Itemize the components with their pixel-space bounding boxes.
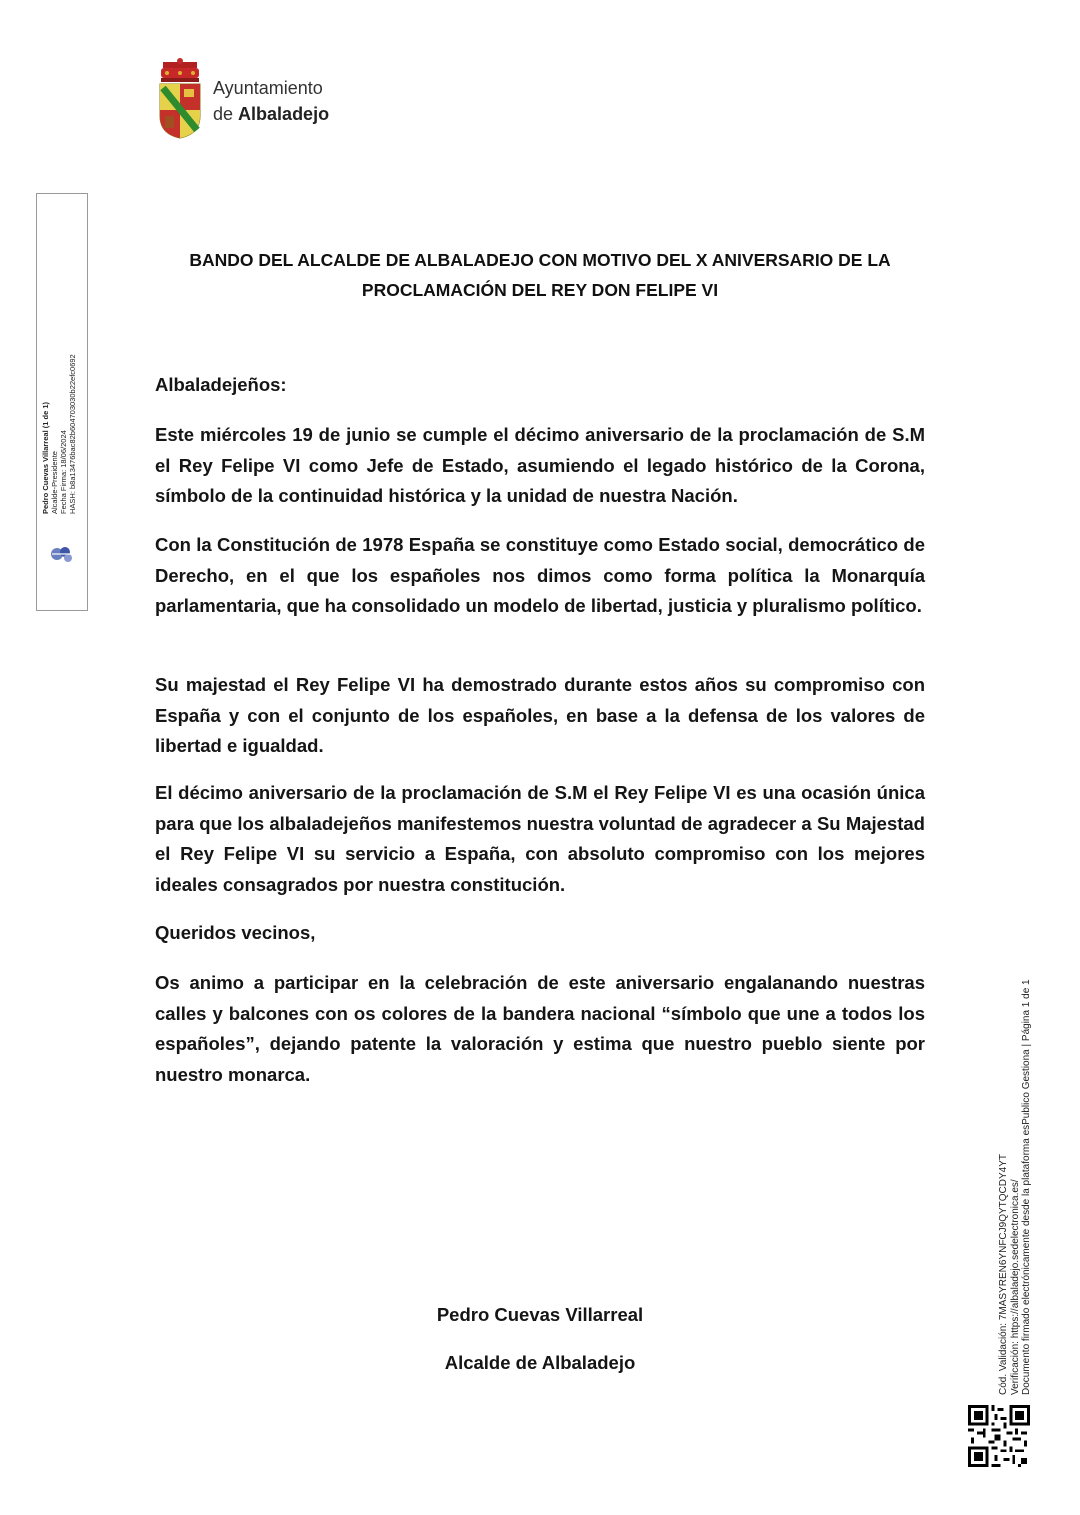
- org-name-prefix: de: [213, 104, 234, 124]
- closing-salutation: Queridos vecinos,: [155, 922, 316, 943]
- org-name-line2: [213, 104, 329, 125]
- paragraph-5: Os animo a participar en la celebración de este aniversario engalanando nuestras calles y balcones con os colores de la bandera nacional “símbolo que une a todos los españoles”, dejando patente la valoración y estima que nuestro pueblo siente por nuestro monarca.: [155, 972, 925, 1085]
- verification-details: [998, 935, 1033, 1395]
- verification-note: Documento firmado electrónicamente desde la plataforma esPublico Gestiona | Página 1 de 1: [1021, 979, 1032, 1395]
- org-name-town: Albaladejo: [238, 104, 330, 124]
- org-header: [155, 58, 375, 140]
- electronic-signature-box: [36, 193, 88, 611]
- signature-role: Alcalde-Presidente: [50, 451, 59, 514]
- document-title-line1: BANDO DEL ALCALDE DE ALBALADEJO CON MOTIVO DEL X ANIVERSARIO DE LA: [189, 250, 891, 270]
- document-title: [155, 245, 925, 305]
- signer-role: Alcalde de Albaladejo: [444, 1352, 636, 1373]
- verification-url: Verificación: https://albaladejo.sedelectronica.es/: [1009, 1179, 1021, 1395]
- qr-code-icon[interactable]: [968, 1405, 1030, 1467]
- signature-signer: Pedro Cuevas Villarreal (1 de 1): [41, 402, 50, 514]
- document-title-line2: PROCLAMACIÓN DEL REY DON FELIPE VI: [361, 280, 719, 300]
- paragraph-3: Su majestad el Rey Felipe VI ha demostrado durante estos años su compromiso con España y con el conjunto de los españoles, en base a la defensa de los valores de libertad e igualdad.: [155, 674, 925, 756]
- signature-stamp-icon: [49, 544, 75, 564]
- paragraph-1: Este miércoles 19 de junio se cumple el décimo aniversario de la proclamación de S.M el Rey Felipe VI como Jefe de Estado, asumiendo el legado histórico de la Corona, símbolo de la continuidad histórica y la unidad de nuestra Nación.: [155, 424, 925, 506]
- greeting: Albaladejeños:: [155, 374, 287, 395]
- paragraph-2: Con la Constitución de 1978 España se constituye como Estado social, democrático de Derecho, en el que los españoles nos dimos como forma política la Monarquía parlamentaria, que ha consolidado un modelo de libertad, justicia y pluralismo político.: [155, 534, 925, 616]
- verification-code: Cód. Validación: 7MASYREN6YNFCJ9QYTQCDY4YT: [998, 1153, 1009, 1395]
- signature-hash: HASH: b8a13476bac82b604703030b22efc0692: [68, 354, 77, 514]
- coat-of-arms-icon: [155, 58, 205, 140]
- org-name-line1: Ayuntamiento: [213, 78, 323, 98]
- paragraph-4: El décimo aniversario de la proclamación de S.M el Rey Felipe VI es una ocasión única para que los albaladejeños manifestemos nuestra voluntad de agradecer a Su Majestad el Rey Felipe VI su servicio a España, con absoluto compromiso con los mejores ideales consagrados por nuestra constitución.: [155, 782, 925, 895]
- signer-name: Pedro Cuevas Villarreal: [436, 1304, 644, 1325]
- signature-date: Fecha Firma: 18/06/2024: [59, 430, 68, 514]
- signature-details: [41, 214, 77, 514]
